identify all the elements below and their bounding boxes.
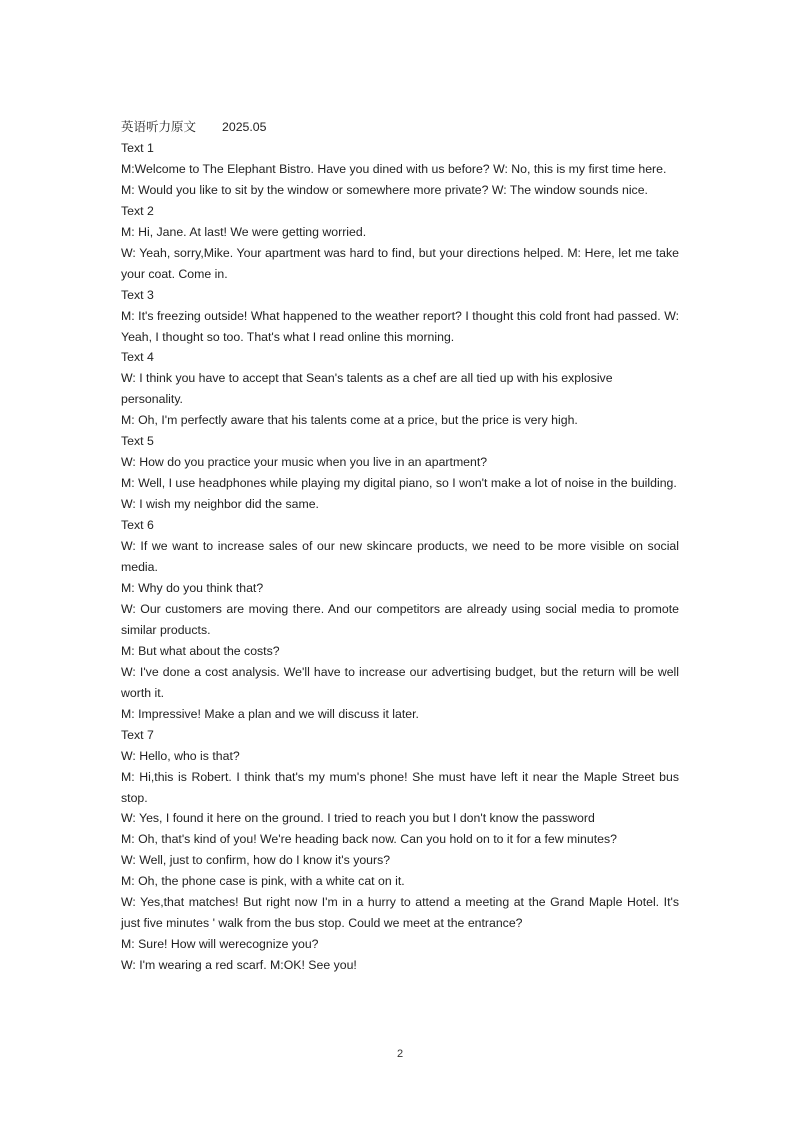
document-title: 英语听力原文 [121,119,197,134]
dialogue-line: M: Oh, the phone case is pink, with a white cat on it. [121,874,405,889]
text-3-heading: Text 3 [121,287,154,302]
dialogue-line: M: It's freezing outside! What happened to the weather report? I thought this cold front had passed. W: Yeah, I thought so too. That's what I read online this morning. [121,308,679,344]
page-number: 2 [396,1048,404,1060]
document-header [121,117,679,138]
dialogue-line: M: Hi, Jane. At last! We were getting worried. [121,224,367,239]
dialogue-line: W: I think you have to accept that Sean's talents as a chef are all tied up with his explosive [121,371,613,386]
text-7-heading: Text 7 [121,727,154,742]
dialogue-line: M:Welcome to The Elephant Bistro. Have you dined with us before? W: No, this is my first time here. [121,161,667,176]
dialogue-line: W: Yes,that matches! But right now I'm in a hurry to attend a meeting at the Grand Maple Hotel. It's just five minutes ' walk from the bus stop. Could we meet at the entrance? [121,895,679,931]
dialogue-line: W: Yes, I found it here on the ground. I tried to reach you but I don't know the password [121,811,595,826]
dialogue-line: M: Well, I use headphones while playing my digital piano, so I won't make a lot of noise in the building. [121,476,677,491]
dialogue-line: M: Hi,this is Robert. I think that's my mum's phone! She must have left it near the Maple Street bus stop. [121,769,679,805]
dialogue-line: M: Oh, I'm perfectly aware that his talents come at a price, but the price is very high. [121,413,578,428]
dialogue-line: M: Why do you think that? [121,580,264,595]
transcript [121,117,679,976]
dialogue-line: W: How do you practice your music when you live in an apartment? [121,455,488,470]
dialogue-line: W: I've done a cost analysis. We'll have to increase our advertising budget, but the return will be well worth it. [121,664,679,700]
dialogue-line: W: I wish my neighbor did the same. [121,497,319,512]
text-2-heading: Text 2 [121,203,154,218]
dialogue-line: W: If we want to increase sales of our new skincare products, we need to be more visible on social media. [121,539,679,575]
text-6-heading: Text 6 [121,518,154,533]
dialogue-line: W: Hello, who is that? [121,748,240,763]
dialogue-line: M: Impressive! Make a plan and we will discuss it later. [121,706,419,721]
dialogue-line: W: Our customers are moving there. And our competitors are already using social media to promote similar products. [121,601,679,637]
text-1-heading: Text 1 [121,140,154,155]
dialogue-line: M: But what about the costs? [121,643,280,658]
document-date: 2025.05 [222,120,267,134]
dialogue-line: W: I'm wearing a red scarf. M:OK! See you! [121,958,357,973]
dialogue-line: M: Sure! How will werecognize you? [121,937,319,952]
dialogue-line: W: Well, just to confirm, how do I know it's yours? [121,853,391,868]
dialogue-line: personality. [121,392,183,407]
dialogue-line: M: Would you like to sit by the window or somewhere more private? W: The window sounds nice. [121,182,648,197]
dialogue-line: M: Oh, that's kind of you! We're heading back now. Can you hold on to it for a few minutes? [121,832,617,847]
text-4-heading: Text 4 [121,350,154,365]
text-5-heading: Text 5 [121,434,154,449]
dialogue-line: W: Yeah, sorry,Mike. Your apartment was hard to find, but your directions helped. M: Here, let me take your coat. Come in. [121,245,679,281]
